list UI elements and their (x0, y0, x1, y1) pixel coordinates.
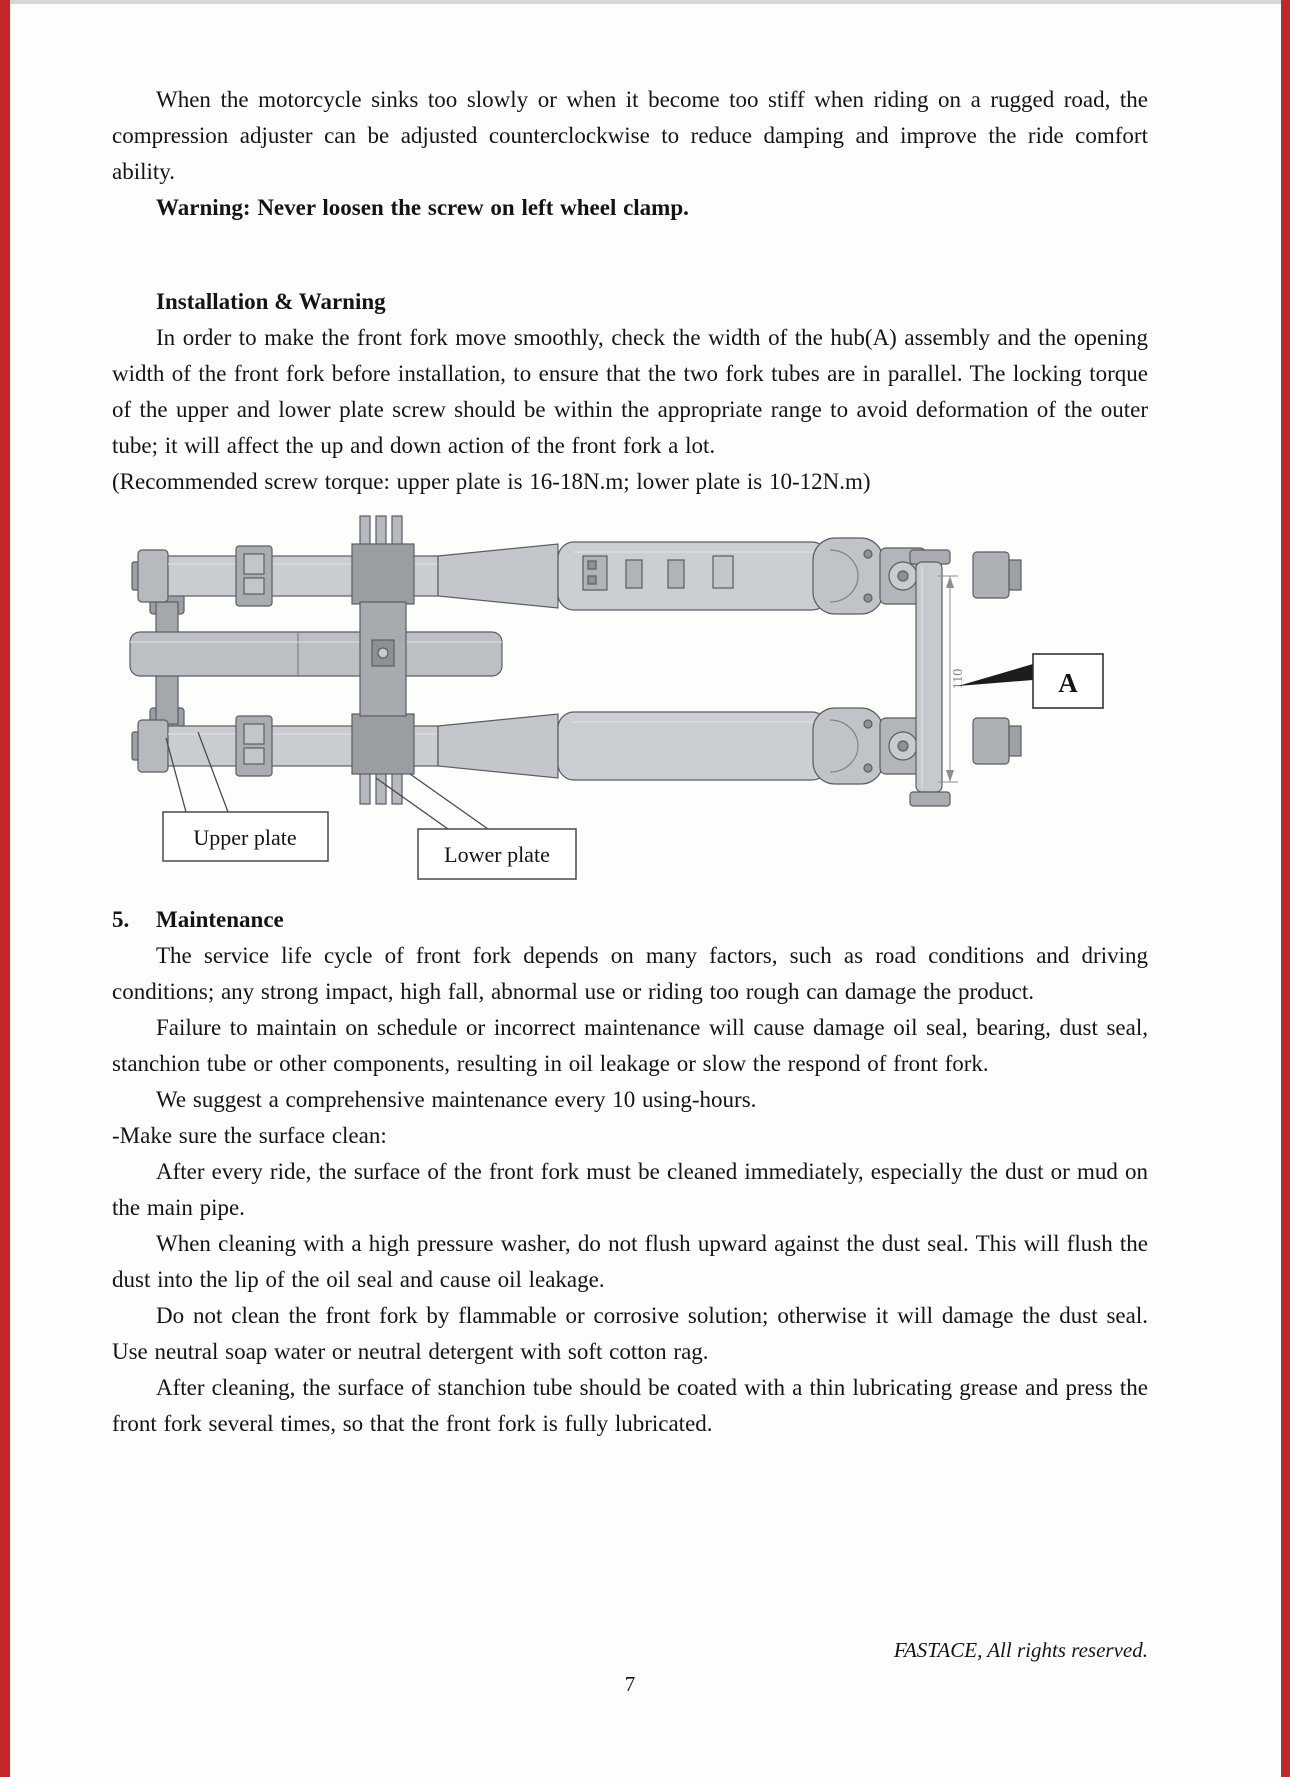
top-fork-leg (132, 538, 926, 614)
maintenance-paragraph-4: After every ride, the surface of the front fork must be cleaned immediately, especially the dust or mud on the main pipe. (112, 1159, 1148, 1220)
page-body (112, 82, 1148, 1442)
maintenance-paragraph-1: The service life cycle of front fork depends on many factors, such as road conditions and driving conditions; any strong impact, high fall, abnormal use or riding too rough can damage the product. (112, 943, 1148, 1004)
upper-plate-label-text: Upper plate (193, 825, 297, 850)
axle-dimension-text: 110 (951, 668, 966, 690)
maintenance-section-number: 5. (112, 907, 130, 932)
lower-plate-label (376, 774, 576, 879)
axle-clamp-hardware (973, 552, 1021, 764)
maintenance-paragraph-6: Do not clean the front fork by flammable or corrosive solution; otherwise it will damage the dust seal. Use neutral soap water or neutral detergent with soft cotton rag. (112, 1303, 1148, 1364)
page-number: 7 (624, 1672, 636, 1696)
steering-stem (130, 632, 502, 676)
intro-paragraph: When the motorcycle sinks too slowly or when it become too stiff when riding on a rugged road, the compression adjuster can be adjusted counterclockwise to reduce damping and improve the ride comfort ability. (112, 87, 1148, 184)
lower-plate-label-text: Lower plate (444, 842, 550, 867)
maintenance-heading-text: Maintenance (156, 907, 284, 932)
left-red-border (0, 0, 10, 1777)
bottom-fork-leg (132, 708, 926, 784)
warning-note: Warning: Never loosen the screw on left wheel clamp. (156, 195, 689, 220)
surface-clean-line: -Make sure the surface clean: (112, 1123, 387, 1148)
fork-diagram-svg (128, 506, 1128, 886)
maintenance-paragraph-2: Failure to maintain on schedule or incorrect maintenance will cause damage oil seal, bearing, dust seal, stanchion tube or other components, resulting in oil leakage or slow the respond of front fork. (112, 1015, 1148, 1076)
footer-brand: FASTACE, All rights reserved. (893, 1638, 1148, 1662)
fork-diagram (128, 506, 1128, 886)
maintenance-paragraph-7: After cleaning, the surface of stanchion tube should be coated with a thin lubricating grease and press the front fork several times, so that the front fork is fully lubricated. (112, 1375, 1148, 1436)
hub-callout-a-text: A (1058, 668, 1078, 698)
installation-paragraph: In order to make the front fork move smoothly, check the width of the hub(A) assembly and the opening width of the front fork before installation, to ensure that the two fork tubes are in parallel. The locking torque of the upper and lower plate screw should be within the appropriate range to avoid deformation of the outer tube; it will affect the up and down action of the front fork a lot. (112, 325, 1148, 458)
maintenance-paragraph-3: We suggest a comprehensive maintenance every 10 using-hours. (156, 1087, 757, 1112)
right-red-border (1281, 0, 1290, 1777)
maintenance-heading (112, 902, 1148, 938)
lower-plate-bracket (352, 516, 414, 804)
installation-heading: Installation & Warning (156, 289, 386, 314)
scan-edge (0, 0, 1290, 4)
hub-callout-a (958, 654, 1103, 708)
front-axle (910, 550, 950, 806)
torque-note: (Recommended screw torque: upper plate is 16-18N.m; lower plate is 10-12N.m) (112, 469, 871, 494)
maintenance-paragraph-5: When cleaning with a high pressure washer, do not flush upward against the dust seal. This will flush the dust into the lip of the oil seal and cause oil leakage. (112, 1231, 1148, 1292)
